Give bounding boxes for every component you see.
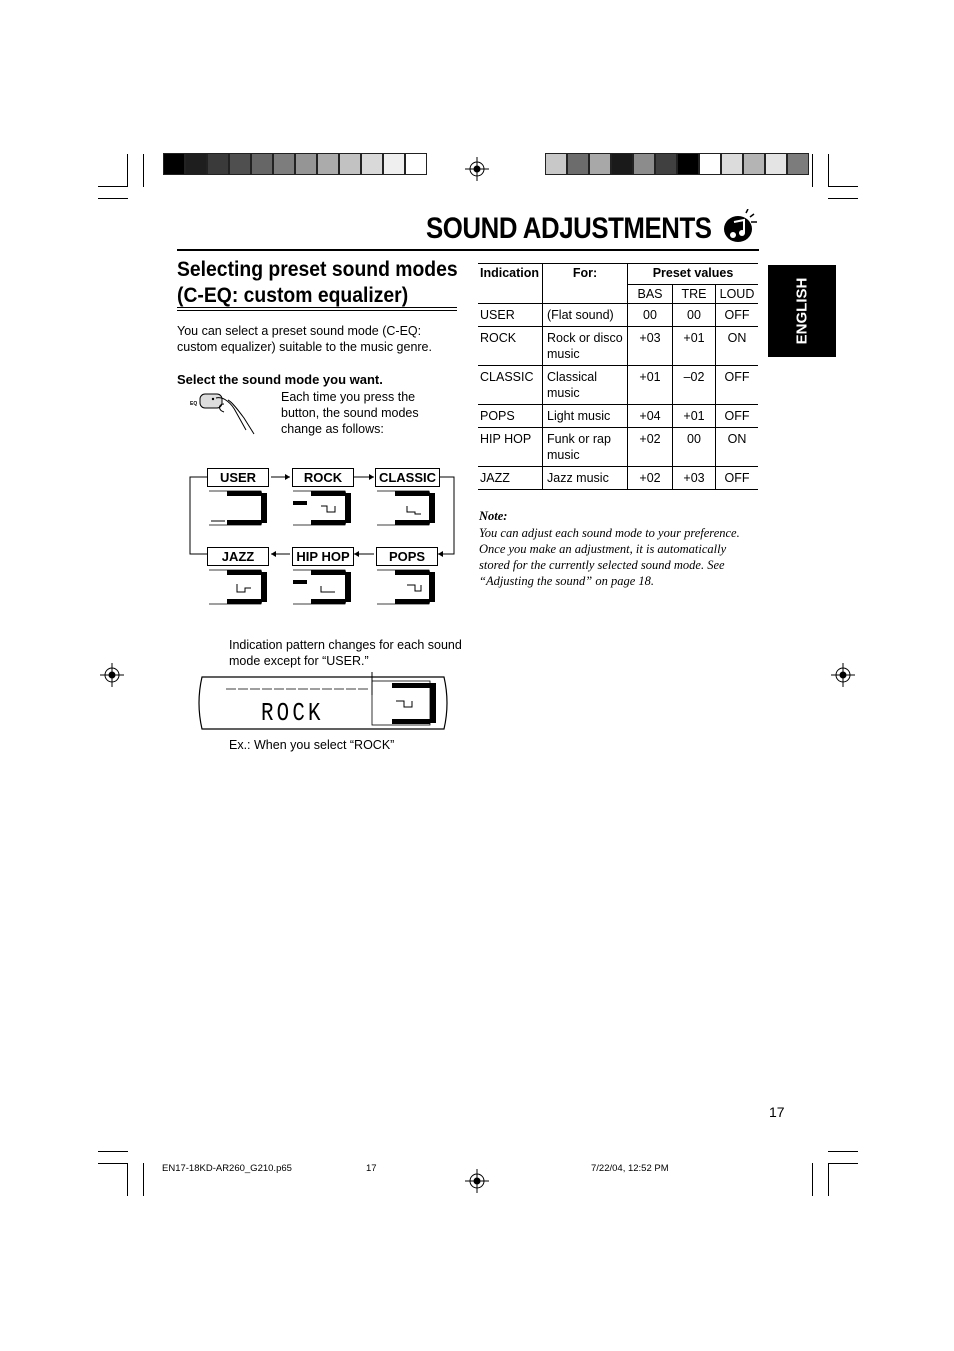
table-cell-ind: USER (478, 304, 543, 327)
heading-rule (177, 307, 457, 308)
color-swatch (545, 153, 567, 175)
table-cell-loud: OFF (724, 409, 750, 423)
section-heading-line2: (C-EQ: custom equalizer) (177, 283, 409, 307)
color-swatch (765, 153, 787, 175)
color-bar-right (545, 153, 809, 175)
heading-rule (177, 310, 457, 311)
mode-label-classic: CLASSIC (375, 468, 440, 487)
table-cell-ind: CLASSIC (478, 366, 543, 405)
table-cell-bas: +02 (628, 428, 673, 467)
mode-label-rock: ROCK (292, 468, 354, 487)
color-swatch (361, 153, 383, 175)
table-cell-bas: 00 (628, 304, 673, 327)
language-tab-label: ENGLISH (793, 277, 811, 345)
table-cell-tre: +03 (673, 467, 716, 490)
table-row (478, 304, 758, 327)
table-cell-bas: +02 (628, 467, 673, 490)
table-cell-loud: OFF (724, 370, 750, 384)
table-cell-tre: –02 (673, 366, 716, 405)
header-indication: Indication (478, 264, 543, 304)
rock-display-icon (291, 489, 353, 527)
header-for: For: (543, 264, 628, 304)
table-cell-ind: HIP HOP (478, 428, 543, 467)
preset-values-table (478, 263, 758, 490)
table-cell-tre: 00 (673, 304, 716, 327)
section-heading (177, 256, 458, 308)
mode-label-hip-hop: HIP HOP (292, 547, 354, 566)
table-cell-loud: OFF (724, 471, 750, 485)
header-tre: TRE (673, 285, 716, 304)
color-swatch (295, 153, 317, 175)
table-cell-tre: 00 (673, 428, 716, 467)
table-row (478, 467, 758, 490)
table-cell-bas: +04 (628, 405, 673, 428)
table-row (478, 366, 758, 405)
color-swatch (163, 153, 185, 175)
footer-date: 7/22/04, 12:52 PM (591, 1163, 669, 1174)
header-loud: LOUD (719, 287, 755, 301)
color-swatch (207, 153, 229, 175)
page-title: SOUND ADJUSTMENTS (426, 212, 712, 245)
color-swatch (677, 153, 699, 175)
table-row (478, 428, 758, 467)
table-cell-bas: +03 (628, 327, 673, 366)
color-swatch (383, 153, 405, 175)
table-cell-tre: +01 (673, 405, 716, 428)
indication-caption: Indication pattern changes for each sound mode except for “USER.” (229, 638, 462, 668)
color-swatch (787, 153, 809, 175)
color-swatch (317, 153, 339, 175)
color-swatch (611, 153, 633, 175)
header-bas: BAS (628, 285, 673, 304)
table-cell-bas: +01 (628, 366, 673, 405)
table-row (478, 405, 758, 428)
table-cell-for: Jazz music (543, 467, 628, 490)
table-cell-for: Light music (543, 405, 628, 428)
table-cell-loud: ON (727, 331, 747, 345)
color-swatch (655, 153, 677, 175)
table-cell-ind: JAZZ (478, 467, 543, 490)
mode-label-pops: POPS (376, 547, 438, 566)
table-cell-tre: +01 (673, 327, 716, 366)
registration-target-icon (465, 157, 489, 181)
step-title: Select the sound mode you want. (177, 372, 383, 387)
color-swatch (743, 153, 765, 175)
footer-file: EN17-18KD-AR260_G210.p65 (162, 1163, 292, 1174)
color-swatch (567, 153, 589, 175)
table-cell-ind: POPS (478, 405, 543, 428)
example-caption: Ex.: When you select “ROCK” (229, 738, 395, 752)
table-cell-loud: OFF (724, 308, 750, 322)
footer-page: 17 (366, 1163, 377, 1174)
color-swatch (251, 153, 273, 175)
color-bar-left (163, 153, 427, 175)
table-row (478, 327, 758, 366)
color-swatch (273, 153, 295, 175)
color-swatch (699, 153, 721, 175)
color-swatch (721, 153, 743, 175)
color-swatch (185, 153, 207, 175)
table-cell-for: Classical music (543, 366, 628, 405)
language-tab (768, 265, 836, 357)
color-swatch (339, 153, 361, 175)
music-note-icon (720, 209, 760, 245)
color-swatch (633, 153, 655, 175)
note-heading: Note: (479, 509, 508, 523)
mode-label-jazz: JAZZ (207, 547, 269, 566)
title-rule (177, 249, 759, 251)
section-heading-line1: Selecting preset sound modes (177, 257, 458, 281)
color-swatch (229, 153, 251, 175)
table-cell-for: Funk or rap music (543, 428, 628, 467)
header-preset-values: Preset values (628, 264, 759, 285)
intro-text: You can select a preset sound mode (C-EQ: custom equalizer) suitable to the music genre. (177, 324, 432, 354)
user-display-icon (207, 489, 269, 527)
eq-button-illustration (188, 390, 268, 438)
lcd-display-text: ROCK (261, 698, 324, 728)
classic-display-icon (375, 489, 437, 527)
table-cell-for: Rock or disco music (543, 327, 628, 366)
table-cell-ind: ROCK (478, 327, 543, 366)
registration-target-icon (100, 663, 124, 687)
table-cell-for: (Flat sound) (543, 304, 628, 327)
jazz-display-icon (207, 568, 269, 606)
mode-label-user: USER (207, 468, 269, 487)
page-number: 17 (769, 1104, 785, 1120)
table-cell-loud: ON (727, 432, 747, 446)
note-text: You can adjust each sound mode to your preference. Once you make an adjustment, it is automatically stored for the currently selected sound mode. See “Adjusting the sound” on page 18. (479, 526, 740, 588)
eq-button-label: EQ (190, 401, 198, 407)
registration-target-icon (465, 1169, 489, 1193)
pops-display-icon (375, 568, 437, 606)
color-swatch (405, 153, 427, 175)
step-text: Each time you press the button, the sound modes change as follows: (281, 390, 419, 436)
color-swatch (589, 153, 611, 175)
hip-hop-display-icon (291, 568, 353, 606)
registration-target-icon (831, 663, 855, 687)
